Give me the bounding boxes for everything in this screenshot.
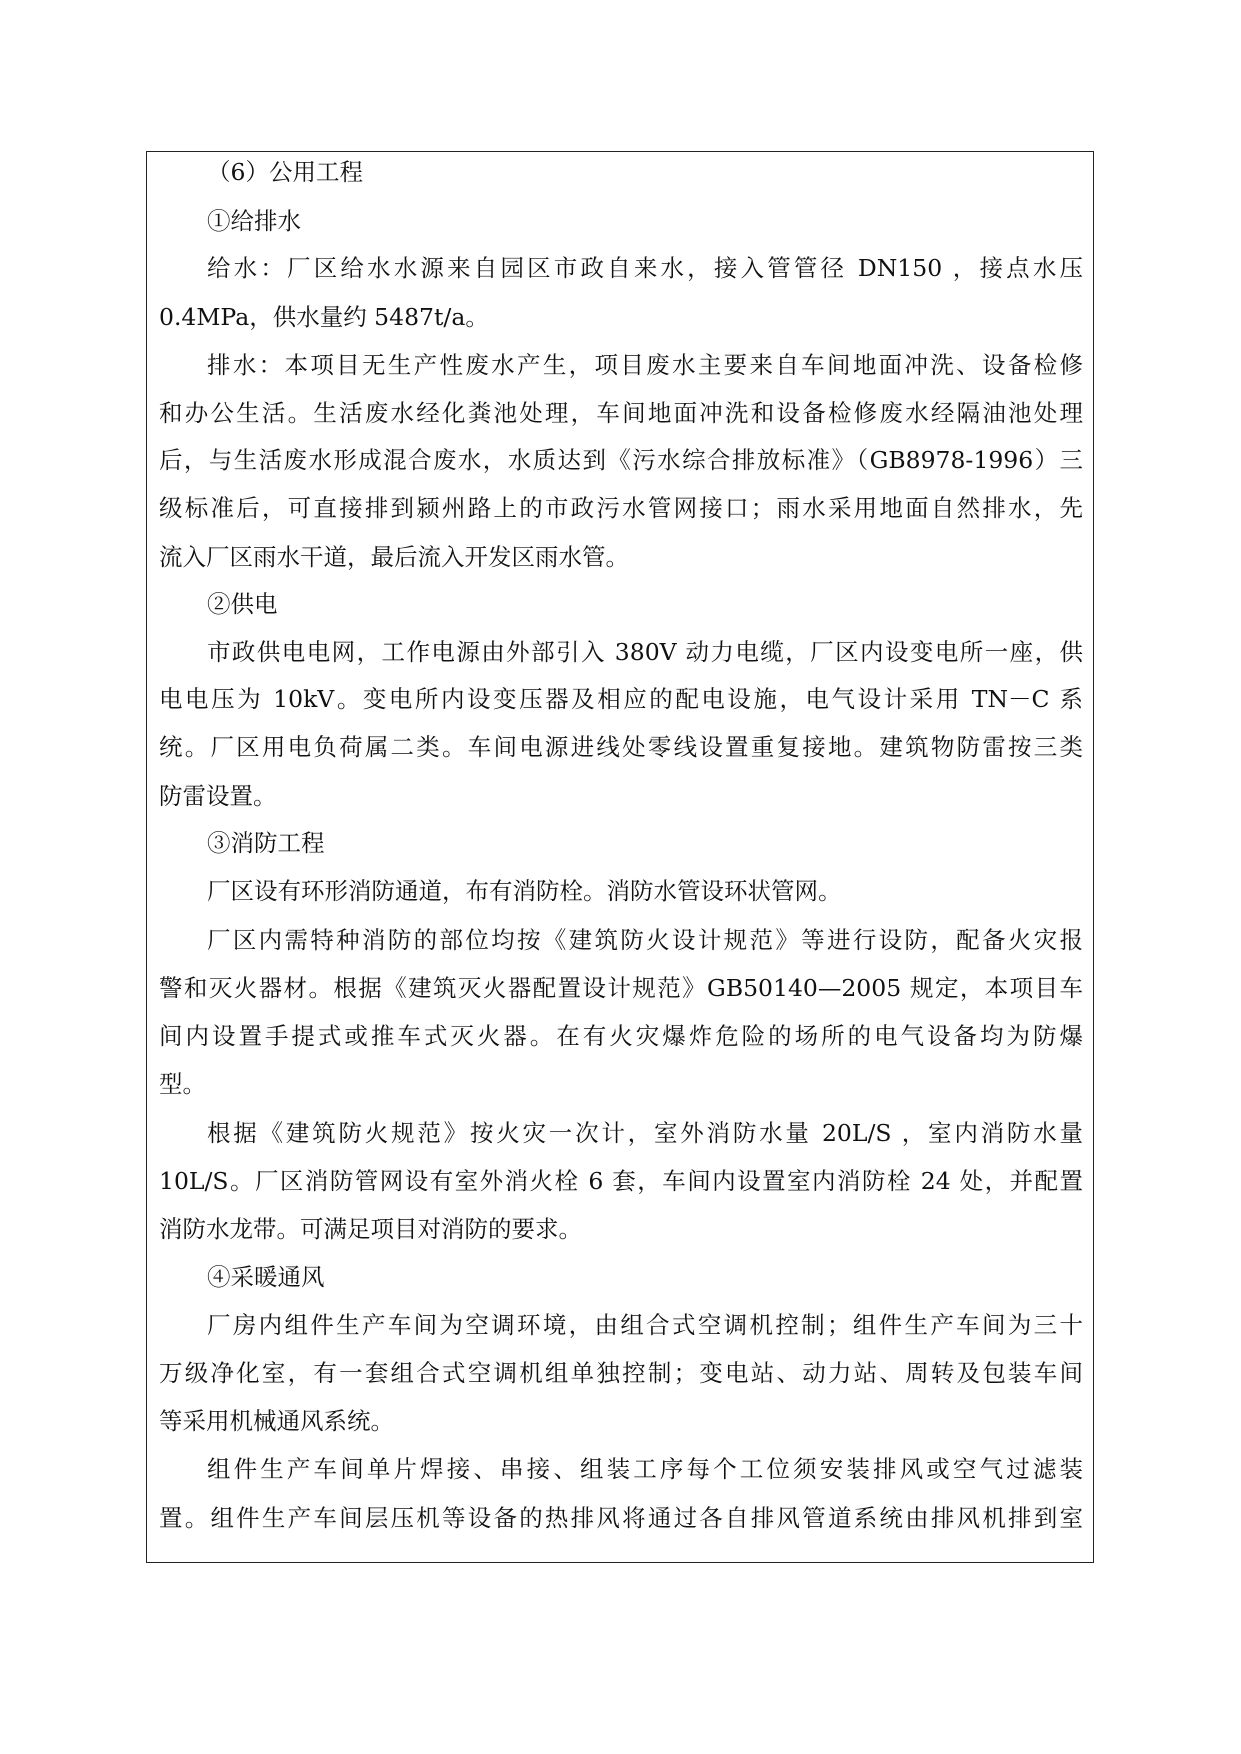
text-line: 流入厂区雨水干道，最后流入开发区雨水管。 [159,543,629,571]
text-line: 警和灭火器材。根据《建筑灭火器配置设计规范》GB50140—2005 规定，本项目车 [159,974,1083,1002]
text-line: 给水：厂区给水水源来自园区市政自来水，接入管管径 DN150 ，接点水压 [207,254,1083,282]
text-line: 统。厂区用电负荷属二类。车间电源进线处零线设置重复接地。建筑物防雷按三类 [159,733,1083,761]
text-line: 根据《建筑防火规范》按火灾一次计，室外消防水量 20L/S ，室内消防水量 [207,1119,1083,1147]
text-line: 防雷设置。 [159,782,277,810]
text-line: 间内设置手提式或推车式灭火器。在有火灾爆炸危险的场所的电气设备均为防爆 [159,1022,1083,1050]
text-line: 等采用机械通风系统。 [159,1407,394,1435]
section-heading: ②供电 [207,590,278,618]
section-heading: ④采暖通风 [207,1263,325,1291]
text-line: 置。组件生产车间层压机等设备的热排风将通过各自排风管道系统由排风机排到室 [159,1504,1083,1532]
text-line: 组件生产车间单片焊接、串接、组装工序每个工位须安装排风或空气过滤装 [207,1455,1083,1483]
text-line: 厂区设有环形消防通道，布有消防栓。消防水管设环状管网。 [207,877,842,905]
text-line: 厂区内需特种消防的部位均按《建筑防火设计规范》等进行设防，配备火灾报 [207,926,1083,954]
text-line: 0.4MPa，供水量约 5487t/a。 [159,303,489,331]
text-line: 万级净化室，有一套组合式空调机组单独控制；变电站、动力站、周转及包装车间 [159,1359,1083,1387]
text-line: 电电压为 10kV。变电所内设变压器及相应的配电设施，电气设计采用 TN－C 系 [159,685,1083,713]
content-frame [146,151,1094,1563]
text-line: 级标准后，可直接排到颍州路上的市政污水管网接口；雨水采用地面自然排水，先 [159,494,1083,522]
text-line: 后，与生活废水形成混合废水，水质达到《污水综合排放标准》（GB8978-1996）三 [159,446,1083,474]
text-line: 消防水龙带。可满足项目对消防的要求。 [159,1215,582,1243]
text-line: 市政供电电网，工作电源由外部引入 380V 动力电缆，厂区内设变电所一座，供 [207,638,1083,666]
text-line: 和办公生活。生活废水经化粪池处理，车间地面冲洗和设备检修废水经隔油池处理 [159,399,1083,427]
section-heading: （6）公用工程 [207,158,363,186]
text-line: 厂房内组件生产车间为空调环境，由组合式空调机控制；组件生产车间为三十 [207,1311,1083,1339]
text-line: 型。 [159,1070,206,1098]
text-line: 排水：本项目无生产性废水产生，项目废水主要来自车间地面冲洗、设备检修 [207,351,1083,379]
text-line: 10L/S。厂区消防管网设有室外消火栓 6 套，车间内设置室内消防栓 24 处，并配置 [159,1167,1083,1195]
section-heading: ③消防工程 [207,829,325,857]
section-heading: ①给排水 [207,207,301,235]
